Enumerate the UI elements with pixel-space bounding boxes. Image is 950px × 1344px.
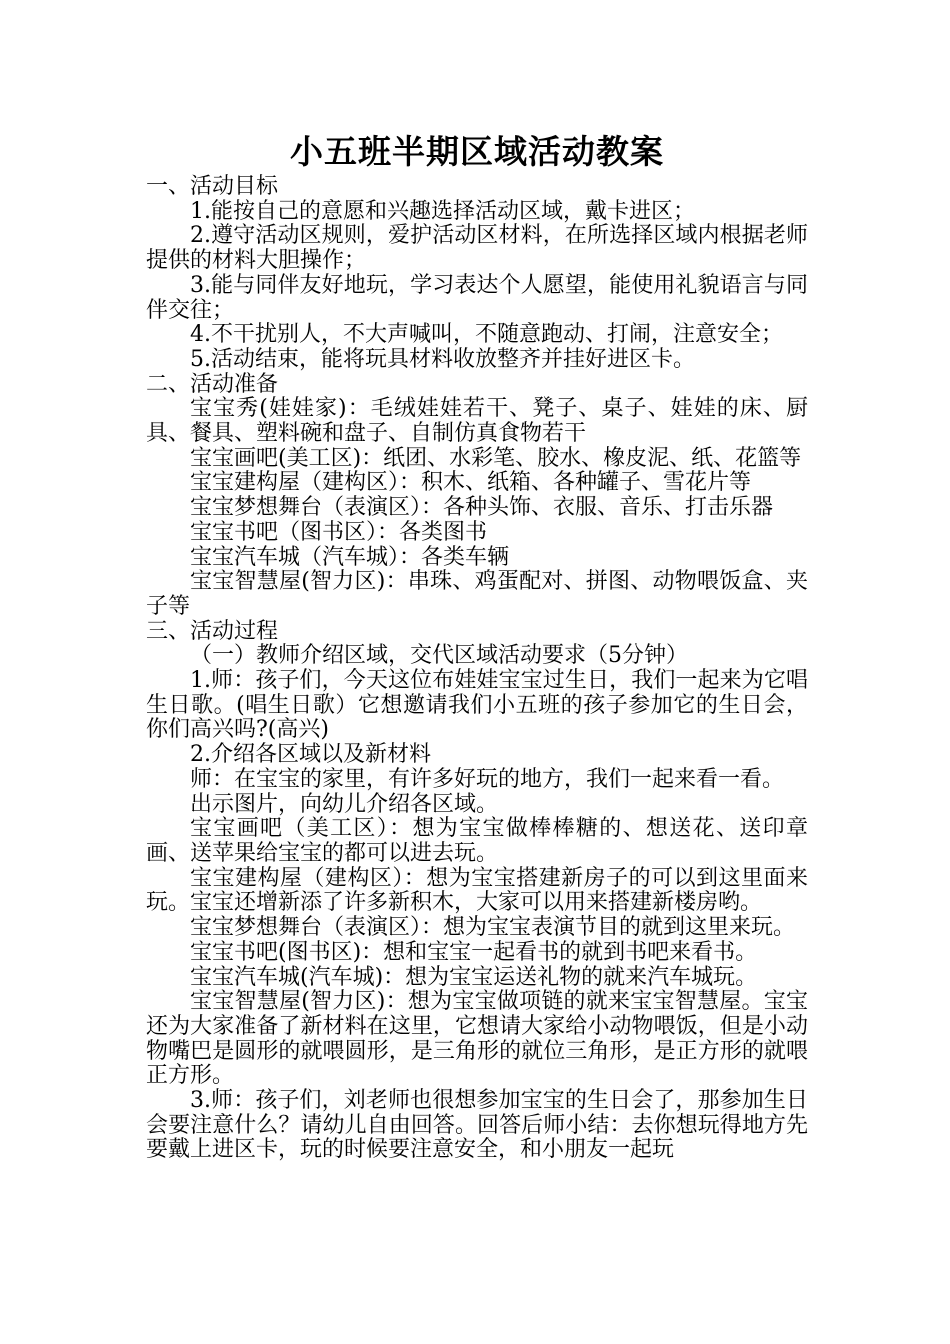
paragraph: 3.能与同伴友好地玩，学习表达个人愿望，能使用礼貌语言与同伴交往； [146,272,808,323]
section-heading: 二、活动准备 [146,371,279,397]
paragraph: 宝宝画吧（美工区）：想为宝宝做棒棒糖的、想送花、送印章画、送苹果给宝宝的都可以进去玩。 [146,816,808,866]
document-title: 小五班半期区域活动教案 [290,132,664,171]
paragraph: 1.师：孩子们，今天这位布娃娃宝宝过生日，我们一起来为它唱生日歌。(唱生日歌）它想邀请我们小五班的孩子参加它的生日会，你们高兴吗?(高兴) [146,668,808,743]
paragraph: 宝宝建构屋（建构区）：积木、纸箱、各种罐子、雪花片等 [190,470,752,496]
paragraph: 宝宝梦想舞台（表演区）：各种头饰、衣服、音乐、打击乐器 [190,495,774,521]
paragraph: 宝宝书吧(图书区)：想和宝宝一起看书的就到书吧来看书。 [190,939,758,965]
paragraph: 4.不干扰别人，不大声喊叫，不随意跑动、打闹，注意安全； [190,322,783,348]
paragraph: 宝宝书吧（图书区）：各类图书 [190,519,488,545]
section-heading: 一、活动目标 [146,174,279,199]
paragraph: 宝宝画吧(美工区)：纸团、水彩笔、胶水、橡皮泥、纸、花篮等 [190,445,802,471]
paragraph: （一）教师介绍区域，交代区域活动要求（5分钟） [190,643,688,669]
paragraph: 1.能按自己的意愿和兴趣选择活动区域，戴卡进区； [190,198,695,224]
section-heading: 三、活动过程 [146,618,279,644]
paragraph: 宝宝汽车城（汽车城）：各类车辆 [190,544,510,570]
paragraph: 2.遵守活动区规则，爱护活动区材料，在所选择区域内根据老师提供的材料大胆操作； [146,223,808,274]
paragraph: 宝宝智慧屋(智力区)：串珠、鸡蛋配对、拼图、动物喂饭盒、夹子等 [146,569,808,619]
paragraph: 出示图片，向幼儿介绍各区域。 [190,791,499,817]
document-page [146,130,808,1163]
paragraph: 宝宝梦想舞台（表演区）：想为宝宝表演节目的就到这里来玩。 [190,915,796,941]
paragraph: 宝宝建构屋（建构区）：想为宝宝搭建新房子的可以到这里面来玩。宝宝还增新添了许多新积木，大家可以用来搭建新楼房哟。 [146,865,808,916]
paragraph: 2.介绍各区域以及新材料 [190,742,431,768]
paragraph: 宝宝智慧屋(智力区)：想为宝宝做项链的就来宝宝智慧屋。宝宝还为大家准备了新材料在这里，它想请大家给小动物喂饭，但是小动物嘴巴是圆形的就喂圆形，是三角形的就位三角形，是正方形的就喂正方形。 [146,989,808,1089]
paragraph: 3.师：孩子们，刘老师也很想参加宝宝的生日会了，那参加生日会要注意什么？请幼儿自由回答。回答后师小结：去你想玩得地方先要戴上进区卡，玩的时候要注意安全，和小朋友一起玩 [146,1088,808,1163]
document-body [146,175,808,1163]
paragraph: 宝宝秀(娃娃家)：毛绒娃娃若干、凳子、桌子、娃娃的床、厨具、餐具、塑料碗和盘子、自制仿真食物若干 [146,396,808,447]
paragraph: 宝宝汽车城(汽车城)：想为宝宝运送礼物的就来汽车城玩。 [190,964,758,990]
paragraph: 师：在宝宝的家里，有许多好玩的地方，我们一起来看一看。 [190,766,785,792]
paragraph: 5.活动结束，能将玩具材料收放整齐并挂好进区卡。 [190,346,695,372]
